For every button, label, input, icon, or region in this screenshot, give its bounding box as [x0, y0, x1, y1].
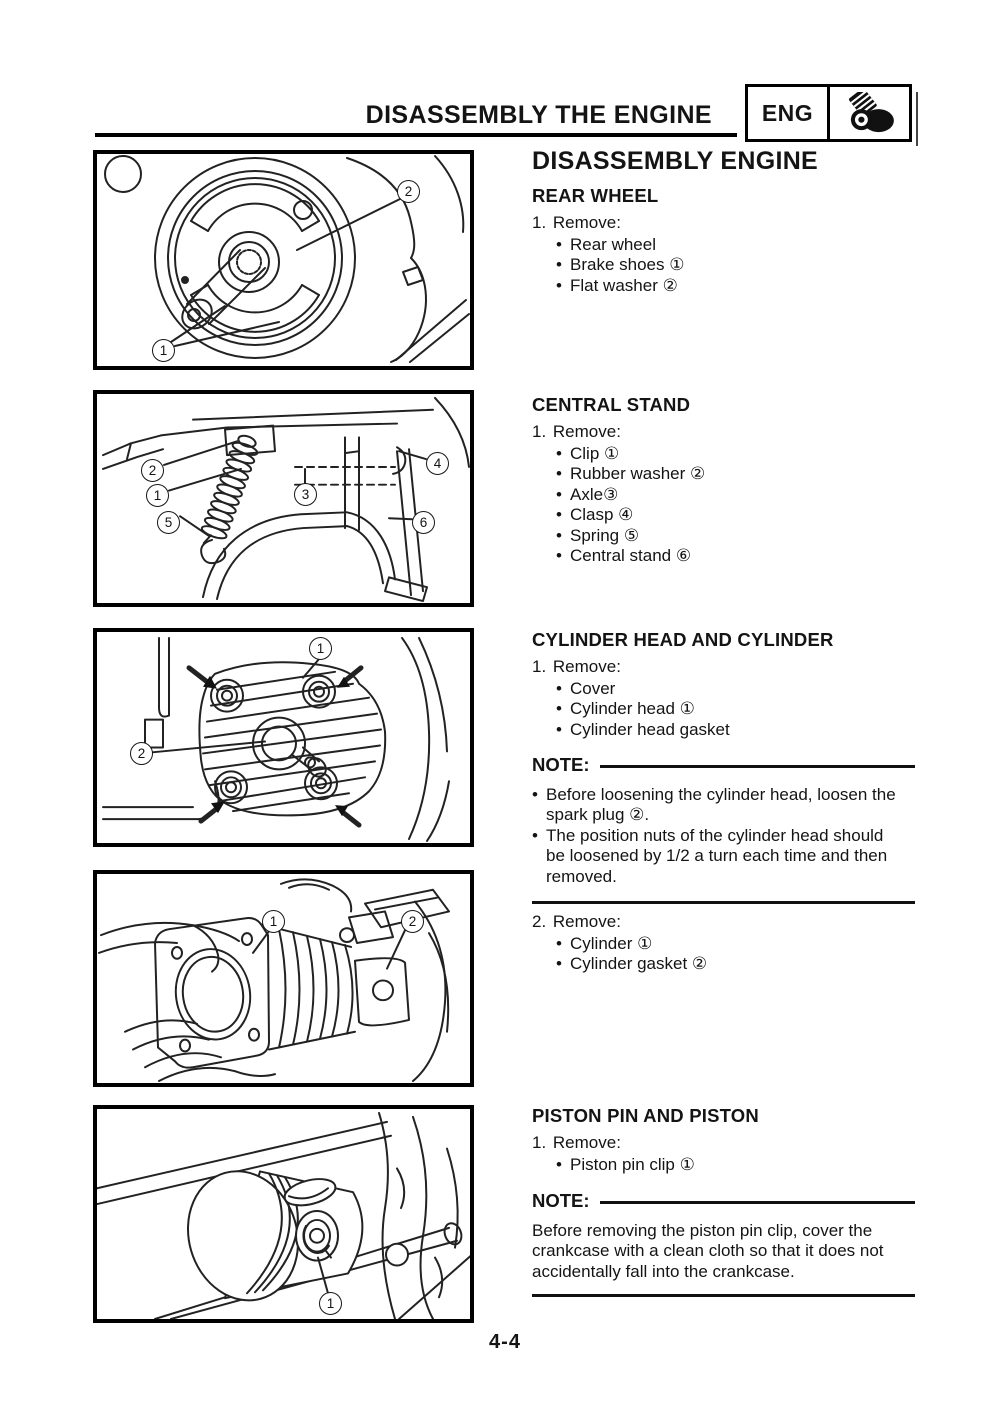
remove-item-list — [556, 235, 918, 296]
main-heading: DISASSEMBLY ENGINE — [532, 147, 819, 175]
note-item: • The position nuts of the cylinder head should be loosened by 1/2 a turn each time and then removed. — [532, 826, 906, 887]
cylinder-removal-illustration — [97, 874, 470, 1083]
section-heading: REAR WHEEL — [532, 185, 659, 206]
section-heading: PISTON PIN AND PISTON — [532, 1105, 759, 1126]
note-paragraph: Before removing the piston pin clip, cover the crankcase with a clean cloth so that it does not accidentally fall into the crankcase. — [532, 1221, 884, 1281]
list-item: • Brake shoes ① — [556, 255, 918, 275]
title-underline — [95, 133, 737, 137]
page-number: 4-4 — [489, 1331, 521, 1353]
note-label: NOTE: — [532, 754, 590, 775]
list-item: • Cylinder ① — [556, 934, 918, 954]
step-label: 1. Remove: — [532, 213, 621, 232]
badge-shadow-line — [916, 92, 918, 146]
callout-1: 1 — [262, 910, 285, 933]
list-item: • Cylinder gasket ② — [556, 954, 918, 974]
list-item: • Rubber washer ② — [556, 464, 918, 484]
section-central-stand — [532, 394, 918, 566]
callout-2: 2 — [397, 180, 420, 203]
callout-2: 2 — [130, 742, 153, 765]
list-item: • Flat washer ② — [556, 276, 918, 296]
figure-cylinder — [93, 870, 474, 1087]
list-item: • Cylinder head gasket — [556, 720, 918, 740]
figure-rear-wheel — [93, 150, 474, 370]
note-rule — [600, 1201, 915, 1204]
section-cylinder-step2 — [532, 912, 918, 975]
callout-4: 4 — [426, 452, 449, 475]
note-item-list — [532, 785, 906, 887]
section-heading: CYLINDER HEAD AND CYLINDER — [532, 629, 834, 650]
engine-cylinder-icon — [842, 92, 898, 134]
callout-1: 1 — [152, 339, 175, 362]
note-end-rule — [532, 901, 915, 904]
section-rear-wheel — [532, 185, 918, 296]
callout-5: 5 — [157, 511, 180, 534]
callout-1: 1 — [146, 484, 169, 507]
list-item: • Central stand ⑥ — [556, 546, 918, 566]
note-item: • Before loosening the cylinder head, loosen the spark plug ②. — [532, 785, 906, 826]
piston-illustration — [97, 1109, 470, 1319]
cylinder-head-illustration — [97, 632, 470, 843]
section-cylinder-head — [532, 629, 918, 740]
list-item: • Clasp ④ — [556, 505, 918, 525]
note-header — [532, 754, 915, 776]
note-label: NOTE: — [532, 1190, 590, 1211]
list-item: • Piston pin clip ① — [556, 1155, 918, 1175]
callout-3: 3 — [294, 483, 317, 506]
figure-central-stand — [93, 390, 474, 607]
note-block-piston — [532, 1190, 915, 1282]
note-end-rule — [532, 1294, 915, 1297]
page-title: DISASSEMBLY THE ENGINE — [365, 101, 712, 129]
remove-item-list — [556, 444, 918, 566]
remove-item-list — [556, 679, 918, 740]
step-label: 1. Remove: — [532, 1133, 621, 1152]
list-item: • Axle③ — [556, 485, 918, 505]
list-item: • Rear wheel — [556, 235, 918, 255]
section-heading: CENTRAL STAND — [532, 394, 691, 415]
callout-1: 1 — [309, 637, 332, 660]
remove-item-list — [556, 934, 918, 975]
list-item: • Clip ① — [556, 444, 918, 464]
figure-piston — [93, 1105, 474, 1323]
step-label: 1. Remove: — [532, 422, 621, 441]
callout-1: 1 — [319, 1292, 342, 1315]
note-rule — [600, 765, 915, 768]
callout-6: 6 — [412, 511, 435, 534]
badge-label: ENG — [761, 99, 814, 126]
callout-2: 2 — [401, 910, 424, 933]
list-item: • Cylinder head ① — [556, 699, 918, 719]
figure-cylinder-head — [93, 628, 474, 847]
note-header — [532, 1190, 915, 1212]
callout-2: 2 — [141, 459, 164, 482]
step-label: 1. Remove: — [532, 657, 621, 676]
note-block-cylinder-head — [532, 754, 915, 887]
list-item: • Cover — [556, 679, 918, 699]
step-label: 2. Remove: — [532, 912, 621, 931]
list-item: • Spring ⑤ — [556, 526, 918, 546]
remove-item-list — [556, 1155, 918, 1175]
badge-icon-cell — [827, 87, 909, 139]
chapter-badge — [745, 84, 912, 142]
badge-label-cell — [748, 87, 827, 139]
section-piston — [532, 1105, 918, 1175]
